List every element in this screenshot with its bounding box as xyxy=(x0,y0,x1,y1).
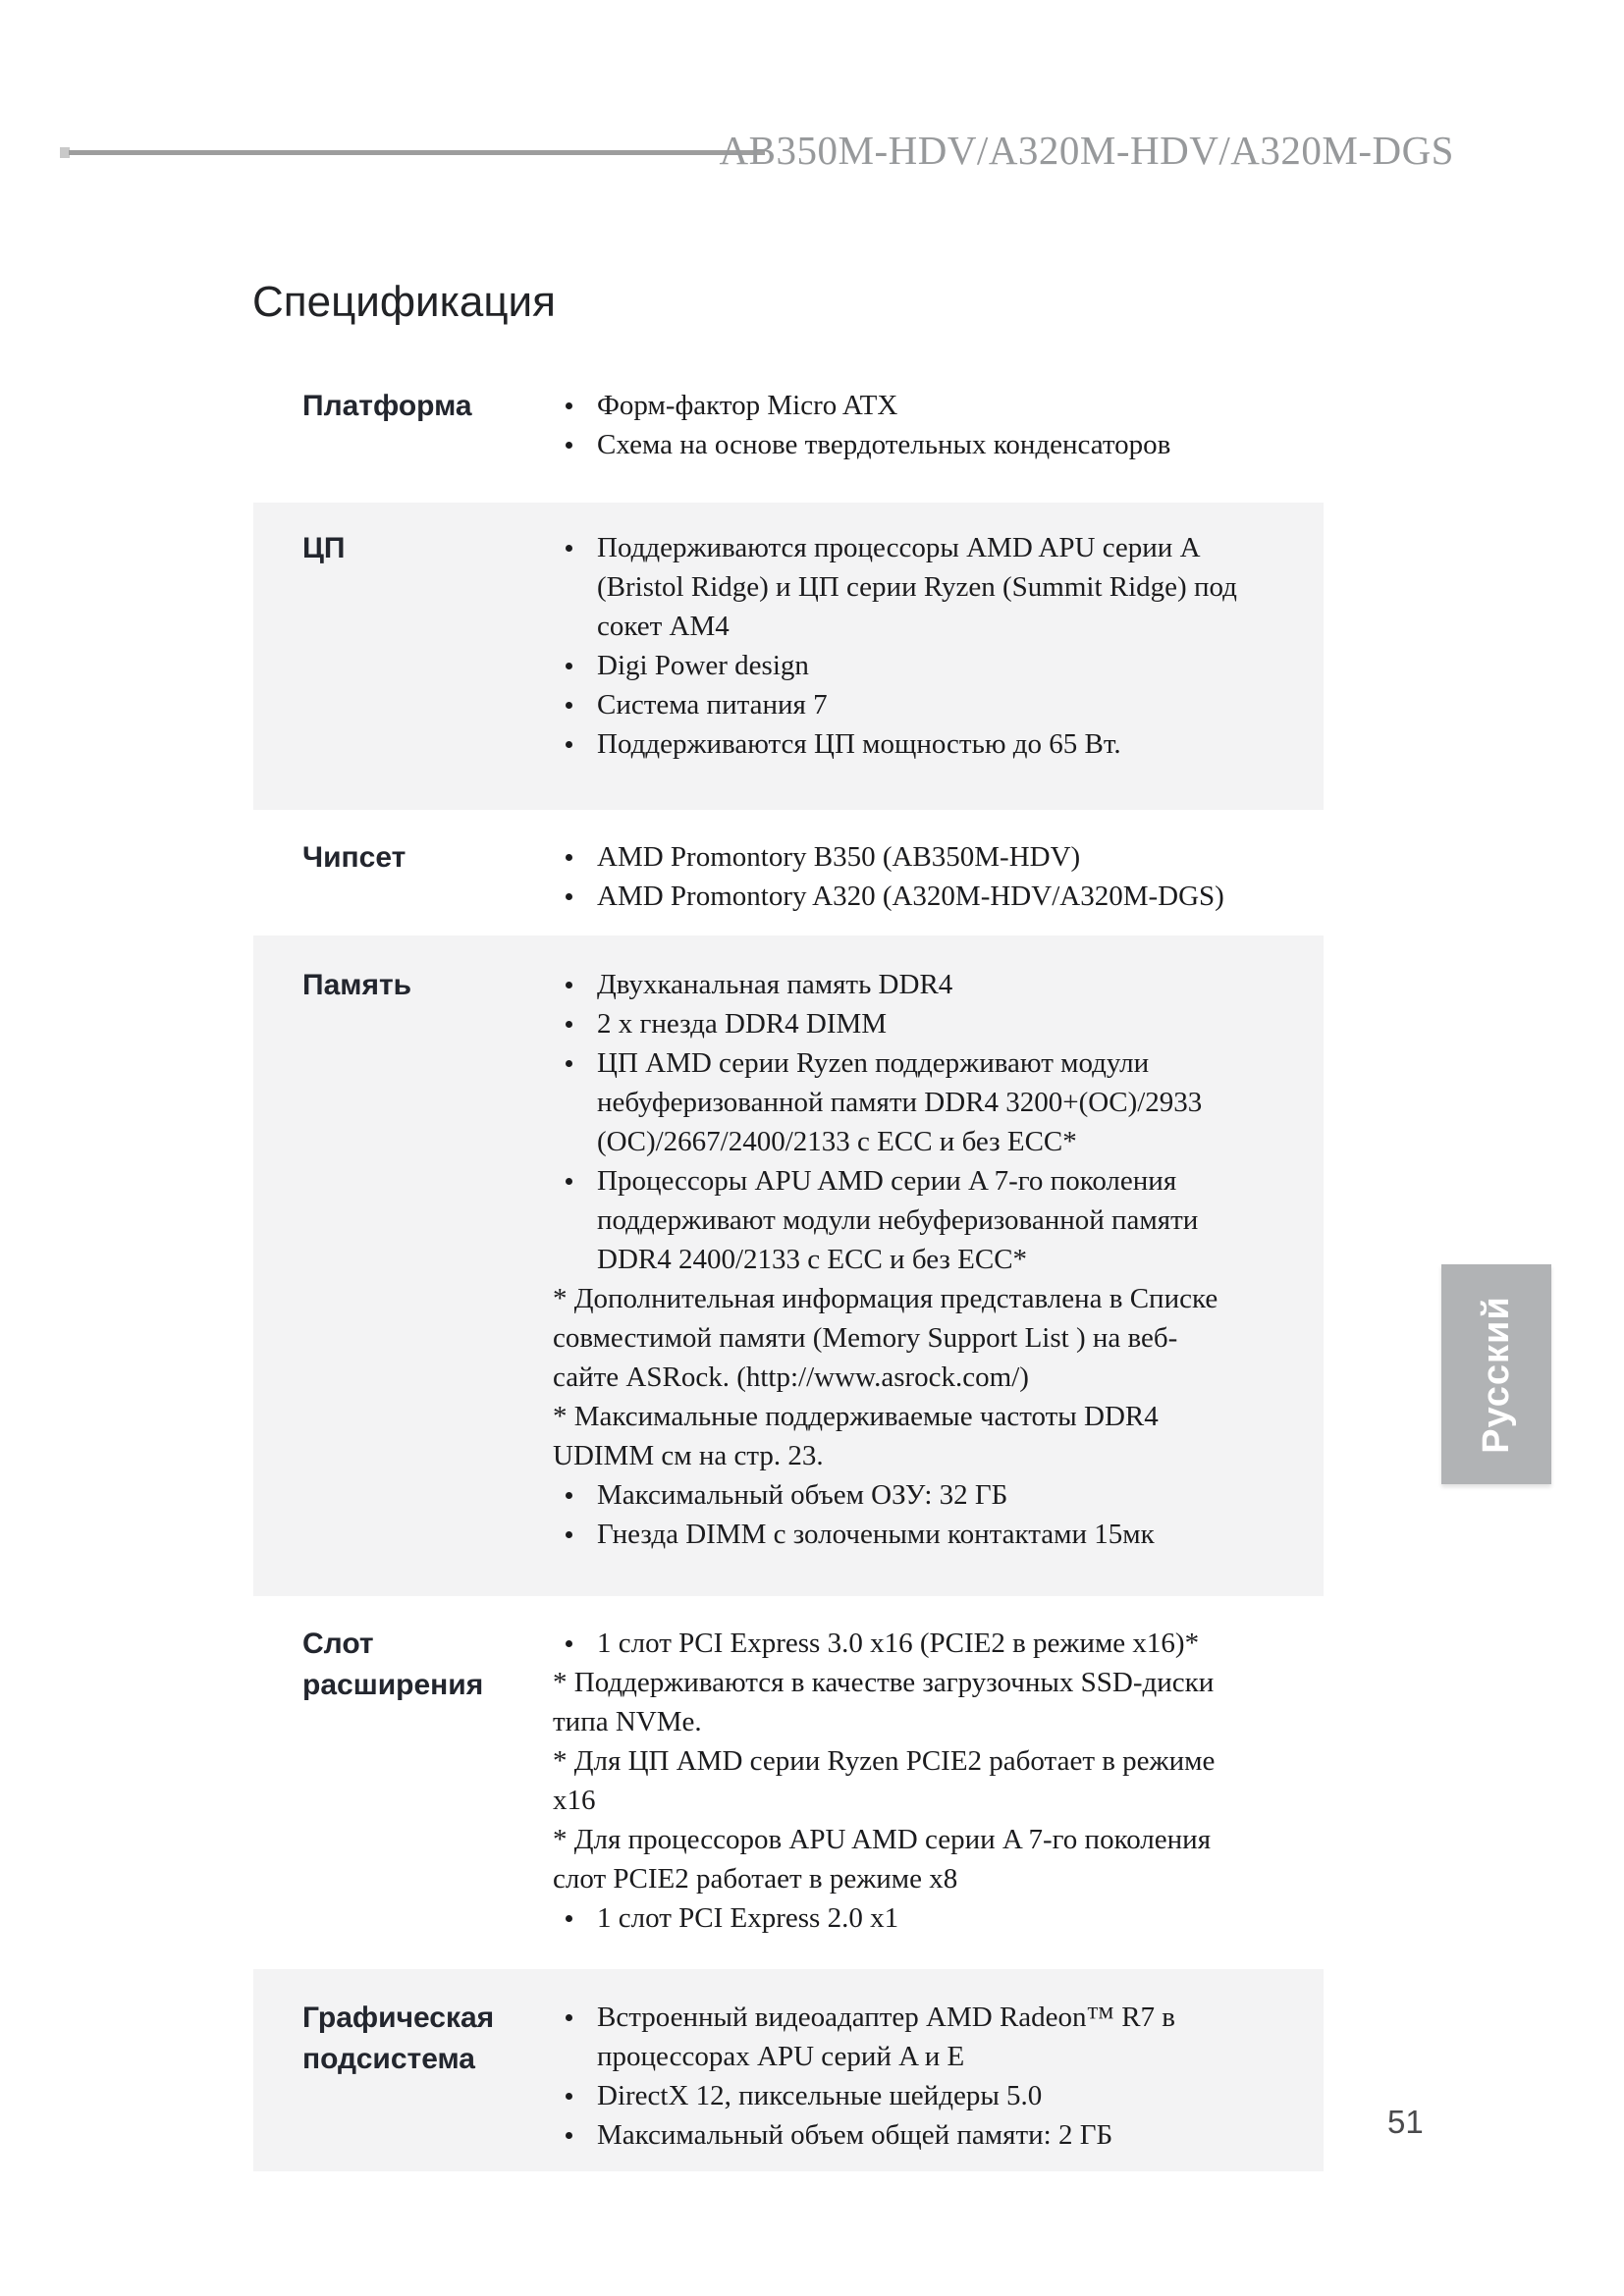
spec-section xyxy=(253,935,1324,1596)
section-content xyxy=(553,1998,1324,2155)
list-item: Поддерживаются ЦП мощностью до 65 Вт. xyxy=(553,724,1324,764)
footnote-item: * Поддерживаются в качестве загрузочных SSD-диски типа NVMe. xyxy=(553,1667,1215,1737)
spec-section xyxy=(253,503,1324,810)
spec-section xyxy=(253,1969,1324,2171)
section-label: Слот расширения xyxy=(302,1628,484,1701)
spec-table xyxy=(253,386,1324,2171)
spec-section xyxy=(253,810,1324,935)
list-item: DirectX 12, пиксельные шейдеры 5.0 xyxy=(553,2076,1324,2115)
page-title: Спецификация xyxy=(252,278,556,326)
section-content xyxy=(553,1624,1324,1938)
section-label: Чипсет xyxy=(302,841,406,874)
list-item: Гнезда DIMM с золочеными контактами 15мк xyxy=(553,1515,1324,1554)
section-content xyxy=(553,528,1324,764)
list-item: Максимальный объем ОЗУ: 32 ГБ xyxy=(553,1475,1324,1515)
page-number: 51 xyxy=(1387,2104,1424,2140)
list-item: Форм-фактор Micro ATX xyxy=(553,386,1324,425)
section-content xyxy=(553,965,1324,1554)
list-item: Встроенный видеоадаптер AMD Radeon™ R7 в процессорах APU серий A и E xyxy=(553,1998,1324,2076)
section-label: Платформа xyxy=(302,390,472,422)
list-item: AMD Promontory A320 (A320M-HDV/A320M-DGS) xyxy=(553,877,1324,916)
list-item: 2 x гнезда DDR4 DIMM xyxy=(553,1004,1324,1043)
section-label: Память xyxy=(302,969,412,1001)
footnote-item: * Максимальные поддерживаемые частоты DDR4 UDIMM см на стр. 23. xyxy=(553,1401,1159,1471)
section-content xyxy=(553,386,1324,464)
section-label: ЦП xyxy=(302,532,346,564)
footnote-item: * Для процессоров APU AMD серии A 7-го поколения слот PCIE2 работает в режиме x8 xyxy=(553,1824,1212,1895)
footnote-item: * Для ЦП AMD серии Ryzen PCIE2 работает в режиме x16 xyxy=(553,1745,1216,1816)
header-model-name: AB350M-HDV/A320M-HDV/A320M-DGS xyxy=(719,128,1454,173)
list-item: Двухканальная память DDR4 xyxy=(553,965,1324,1004)
language-tab-label: Русский xyxy=(1475,1295,1517,1454)
list-item: Digi Power design xyxy=(553,646,1324,685)
list-item: Схема на основе твердотельных конденсаторов xyxy=(553,425,1324,464)
list-item: AMD Promontory B350 (AB350M-HDV) xyxy=(553,837,1324,877)
list-item: ЦП AMD серии Ryzen поддерживают модули небуферизованной памяти DDR4 3200+(OC)/2933 (OC)/2667/2400/2133 с ECC и без ECC* xyxy=(553,1043,1324,1161)
list-item: 1 слот PCI Express 2.0 x1 xyxy=(553,1898,1324,1938)
list-item: 1 слот PCI Express 3.0 x16 (PCIE2 в режиме x16)* xyxy=(553,1624,1324,1663)
list-item: Максимальный объем общей памяти: 2 ГБ xyxy=(553,2115,1324,2155)
spec-section xyxy=(253,386,1324,464)
list-item: Поддерживаются процессоры AMD APU серии A (Bristol Ridge) и ЦП серии Ryzen (Summit Ridge) под сокет AM4 xyxy=(553,528,1324,646)
spec-section xyxy=(253,1596,1324,1969)
list-item: Система питания 7 xyxy=(553,685,1324,724)
header-rule xyxy=(69,150,765,155)
section-content xyxy=(553,837,1324,916)
list-item: Процессоры APU AMD серии A 7-го поколения поддерживают модули небуферизованной памяти DDR4 2400/2133 с ECC и без ECC* xyxy=(553,1161,1324,1279)
language-tab xyxy=(1441,1264,1551,1484)
section-label: Графическая подсистема xyxy=(302,2002,495,2075)
footnote-item: * Дополнительная информация представлена в Списке совместимой памяти (Memory Support List ) на веб-сайте ASRock. (http://www.asrock.com/) xyxy=(553,1283,1218,1393)
